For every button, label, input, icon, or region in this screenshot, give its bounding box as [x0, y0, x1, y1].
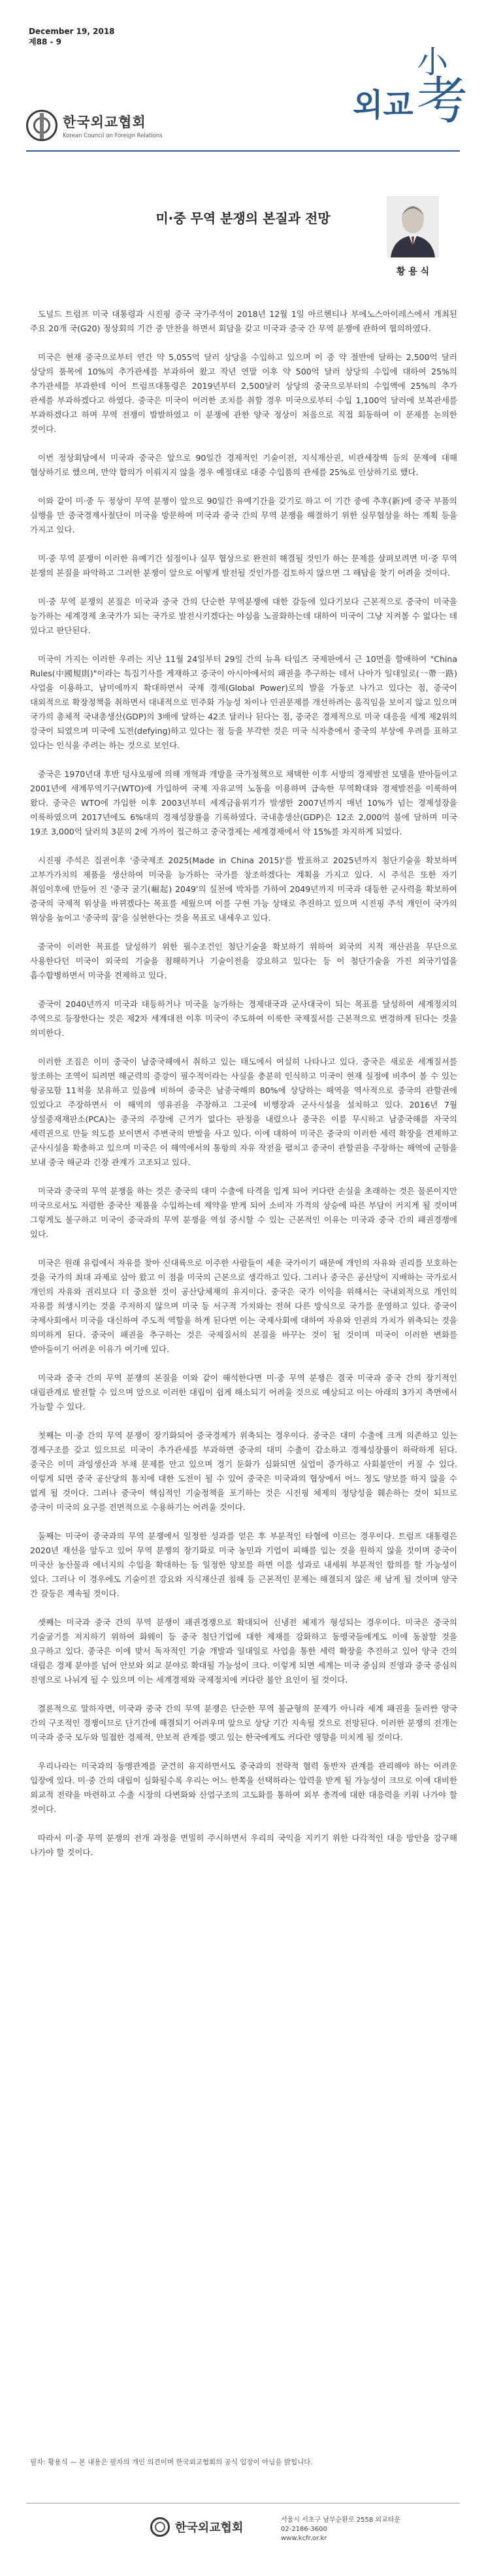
paragraph: 첫째는 미·중 간의 무역 분쟁이 장기화되어 중국경제가 위축되는 경우이다. 중국은 대미 수출에 크게 의존하고 있는 경제구조를 갖고 있으므로 미국이 추가관세를 부과하면 중국의 대미 수출이 감소하고 경제성장률이 하락하게 된다. 중국은 이미 과잉생산과 부채 문제를 안고 있으며 경기 둔화가 심화되면 실업이 증가하고 사회불안이 커질 수 있다. 이렇게 되면 중국 공산당의 통치에 대한 도전이 될 수 있어 중국은 미국과의 협상에서 어느 정도 양보를 하지 않을 수 없게 될 것이다. 그러나 중국이 핵심적인 기술정책을 포기하는 것은 시진핑 체제의 정당성을 훼손하는 것이 되므로 중국이 미국의 요구를 전면적으로 수용하기는 어려울 것이다.	[30, 1430, 457, 1512]
publication-brand	[340, 37, 470, 131]
org-logo-text	[63, 112, 163, 139]
issue-date: December 19, 2018	[29, 27, 115, 36]
issue-meta	[29, 26, 115, 47]
author-name: 황 용 식	[396, 267, 430, 277]
paragraph: 따라서 미·중 무역 분쟁의 전개 과정을 면밀히 주시하면서 우리의 국익을 지키기 위한 다각적인 대응 방안을 강구해 나가야 할 것이다.	[30, 1833, 457, 1857]
paragraph: 중국은 1970년대 후반 덩샤오핑에 의해 개혁과 개방을 국가정책으로 채택한 이후 서방의 경제발전 모델을 받아들이고 2001년에 세계무역기구(WTO)에 가입하여 국제 자유교역 노동을 이용하며 급속한 무역확대와 경제발전을 이룩하여 왔다. 중국은 WTO에 가입한 이후 2003년부터 세계금융위기가 발생한 2007년까지 매년 10%가 넘는 경제성장을 이룩하였으며 2017년에도 6%대의 경제성장률을 기록하였다. 국내총생산(GDP)은 12조 2,000억 불에 달하며 미국 19조 3,000억 달러의 3분의 2에 가까이 접근하고 중국경제는 세계경제에서 약 15%를 차지하게 되었다.	[30, 769, 457, 836]
footnote: 필자: 황용식 — 본 내용은 필자의 개인 의견이며 한국외교협회의 공식 입장이 아님을 밝힙니다.	[30, 2458, 313, 2466]
paragraph: 미·중 무역 분쟁이 이러한 유예기간 설정이나 실무 협상으로 완전히 해결될 것인가 하는 문제를 살펴보려면 미·중 무역 분쟁의 본질을 파악하고 그러한 분쟁이 앞으로 어떻게 발전될 것인가를 검토하지 않으면 그 해답을 찾기 어려울 것이다.	[30, 553, 457, 578]
paragraph: 중국이 이러한 목표를 달성하기 위한 필수조건인 첨단기술을 확보하기 위하여 외국의 지적 재산권을 무단으로 사용한다던 미국이 외국의 기술을 침해하거나 기술이전을 강요하고 있다는 등 이 첨단기술을 가진 외국기업을 흡수합병하면서 미국을 견제하고 있다.	[30, 942, 457, 980]
paragraph: 중국이 2040년까지 미국과 대등하거나 미국을 능가하는 경제대국과 군사대국이 되는 목표를 달성하여 세계정치의 주역으로 등장한다는 것은 제2차 세계대전 이후 미국이 주도하여 이룩한 국제질서를 근본적으로 변경하게 된다는 것을 의미한다.	[30, 999, 457, 1038]
paragraph: 미국과 중국 간의 무역 분쟁의 본질을 이와 같이 해석한다면 미·중 무역 분쟁은 결국 미국과 중국 간의 장기적인 대립관계로 발전할 수 있으며 앞으로 이러한 대립이 쉽게 해소되기 어려울 것으로 예상되고 이는 아래의 3가지 측면에서 가늠할 수 있다.	[30, 1373, 457, 1412]
footer-phone: 02-2186-3600	[281, 2526, 327, 2533]
article-title: 미·중 무역 분쟁의 본질과 전망	[155, 210, 331, 226]
paragraph: 이러한 조짐은 이미 중국이 남중국해에서 취하고 있는 태도에서 여실히 나타나고 있다. 중국은 새로운 세계질서를 창조하는 조역이 되려면 해군력의 증강이 필수적이라는 사실을 충분히 인식하고 미국이 현재 실정에 비추어 볼 수 있는 항공모함 11척을 보유하고 있음에 비하여 중국은 남중국해의 80%에 상당하는 해역을 역사적으로 중국의 관할권에 있었다고 주장하면서 이 해역의 영유권을 주장하고 그곳에 비행장과 군사시설을 설치하고 있다. 2016년 7월 상설중재재판소(PCA)는 중국의 주장에 근거가 없다는 판정을 내렸으나 중국은 이를 무시하고 남중국해를 자국의 세력권으로 만들 의도를 보이면서 주변국의 반발을 사고 있다. 이에 대하여 미국은 중국의 이러한 세력 확장을 견제하고 군사시설을 확충하고 있으며 미국은 이 해역에서의 통항의 자유 작전을 펼치고 중국이 관할권을 주장하는 해역에 군함을 보내 중국 해군과 긴장 관계가 고조되고 있다.	[30, 1057, 457, 1167]
footer-address-line: 서울시 서초구 남부순환로 2558 외교타운	[281, 2517, 401, 2524]
paragraph: 우리나라는 미국과의 동맹관계를 굳건히 유지하면서도 중국과의 전략적 협력 동반자 관계를 관리해야 하는 어려운 입장에 있다. 미·중 간의 대립이 심화될수록 우리는 어느 한쪽을 선택하라는 압력을 받게 될 가능성이 크므로 이에 대비한 외교적 전략을 마련하고 수출 시장의 다변화와 산업구조의 고도화를 통하여 외부 충격에 대한 대응력을 키워 나가야 할 것이다.	[30, 1761, 457, 1814]
org-name-en: Korean Council on Foreign Relations	[63, 133, 163, 139]
footer-org-name: 한국외교협회	[175, 2521, 244, 2535]
org-name-ko: 한국외교협회	[63, 114, 146, 130]
paragraph: 미국이 가지는 이러한 우려는 지난 11월 24일부터 29일 간의 뉴욕 타임즈 국제판에서 근 10면을 할애하여 "China Rules(中國規則)"이라는 특집기사를 게재하고 중국이 아시아에서의 패권을 추구하는 데서 나아가 일대일로(一帶一路)사업을 이용하고, 남미에까지 확대하면서 국제 경제(Global Power)로의 발을 가동코 나가고 있다는 점, 중국이 대외적으로 확장정책을 취하면서 대내적으로 민주화 가능성 차이나 인권문제를 개선하려는 움직임을 보이지 않고 있으며 국가의 총체적 국내총생산(GDP)의 3배에 달하는 42조 달러나 된다는 점, 중국은 경제적으로 미국 대응을 세계 제2위의 강국이 되었으며 미국에 도전(defying)하고 있다는 점 등을 부각한 것은 미국 식자층에서 중국의 부상에 우려를 표하고 있다는 인식을 주려는 하는 것으로 보인다.	[30, 654, 457, 750]
author-portrait-image	[387, 196, 439, 257]
author-portrait	[387, 196, 439, 257]
paragraph: 결론적으로 말하자면, 미국과 중국 간의 무역 분쟁은 단순한 무역 불균형의 문제가 아니라 세계 패권을 둘러싼 양국 간의 구조적인 경쟁이므로 단기간에 해결되기 어려우며 앞으로 상당 기간 지속될 것으로 전망된다. 이러한 분쟁의 전개는 미국과 중국 모두와 밀접한 경제적, 안보적 관계를 맺고 있는 한국에게도 커다란 영향을 미치게 될 것이다.	[30, 1704, 457, 1742]
paragraph: 미국은 원래 유럽에서 자유를 찾아 신대륙으로 이주한 사람들이 세운 국가이기 때문에 개인의 자유와 권리를 보호하는 것을 국가의 최대 과제로 삼아 왔고 이 점을 미국의 근본으로 생각하고 있다. 그러나 중국은 공산당이 지배하는 국가로서 개인의 자유와 권리보다 더 중요한 것이 공산당체제의 유지이다. 중국은 국가 이익을 위해서는 국내외적으로 개인의 자유를 희생시키는 것을 주저하지 않으며 미국 등 서구적 가치와는 전혀 다른 방식으로 국가를 운영하고 있다. 중국이 국제사회에서 미국을 대신하여 주도적 역할을 하게 된다면 이는 국제사회에 대하여 자유와 인권의 가치가 위축되는 것을 의미하게 된다. 중국이 패권을 추구하는 것은 국제질서의 본질을 바꾸는 것이 될 것이며 미국이 이러한 변화를 받아들이기 어려운 이유가 여기에 있다.	[30, 1258, 457, 1354]
footer-logo	[150, 2517, 243, 2537]
paragraph: 미국과 중국의 무역 분쟁을 하는 것은 중국의 대미 수출에 타격을 입게 되어 커다란 손실을 초래하는 것은 물론이지만 미국으로서도 저렴한 중국산 제품을 수입하는데 제약을 받게 되어 소비자 가격의 상승에 따른 부담이 커지게 될 것이며 그렇게도 불구하고 미국이 중국과의 무역 분쟁을 역설 중시할 수 있는 근본적인 이유는 미국과 중국 간의 패권경쟁에 있다.	[30, 1186, 457, 1239]
kcfr-emblem-icon	[26, 110, 57, 141]
paragraph: 셋째는 미국과 중국 간의 무역 분쟁이 패권경쟁으로 확대되어 신냉전 체제가 형성되는 경우이다. 미국은 중국의 기술굴기를 저지하기 위하여 화웨이 등 중국 첨단기업에 대한 제재를 강화하고 동맹국들에게도 이에 동참할 것을 요구하고 있다. 중국은 이에 맞서 독자적인 기술 개발과 일대일로 사업을 통한 세력 확장을 추진하고 있어 양국 간의 대립은 경제 분야를 넘어 안보와 외교 분야로 확대될 가능성이 크다. 이렇게 되면 세계는 미국 중심의 진영과 중국 중심의 진영으로 나뉘게 될 수 있으며 이는 세계경제와 국제정치에 커다란 불안 요인이 될 것이다.	[30, 1617, 457, 1685]
footer-address	[281, 2516, 400, 2543]
article-body	[30, 307, 457, 1874]
paragraph: 이번 정상회담에서 미국과 중국은 앞으로 90일간 경제적인 기술이전, 지식재산권, 비관세장벽 등의 문제에 대해 협상하기로 했으며, 만약 합의가 이뤄지지 않을 경우 예정대로 대중 수입품의 관세를 25%로 인상하기로 했다.	[30, 453, 457, 477]
brand-big-char: 考	[417, 72, 468, 131]
footer-emblem-icon	[150, 2517, 170, 2537]
org-logo	[26, 106, 196, 145]
paragraph: 도널드 트럼프 미국 대통령과 시진핑 중국 국가주석이 2018년 12월 1일 아르헨티나 부에노스아이레스에서 개최된 주요 20개 국(G20) 정상회의 기간 중 만찬을 하면서 회담을 갖고 미국과 중국 간 무역 분쟁에 관하여 협의하였다.	[30, 309, 457, 333]
paragraph: 이와 같이 미·중 두 정상이 무역 분쟁이 앞으로 90일간 유예기간을 갖기로 하고 이 기간 중에 추후(新)에 중국 부품의 실행을 만 중국경제사절단이 미국을 방문하여 미국과 중국 간의 무역 분쟁을 해결하기 위한 실무협상을 하는 계획 등을 가지고 있다.	[30, 496, 457, 535]
footer-website-link[interactable]: www.kcfr.or.kr	[281, 2535, 327, 2542]
paragraph: 시진핑 주석은 집권이후 '중국제조 2025(Made in China 2015)'를 발표하고 2025년까지 첨단기술을 확보하며 고부가가치의 제품을 생산하여 미국을 능가하는 국가를 창조하겠다는 계획을 가지고 있다. 시 주석은 또한 자기 취임이후에 만들어 진 '중국 굴기(崛起) 2049'의 실천에 박차를 가하여 2049년까지 미국과 대등한 군사력을 확보하여 중국의 국제적 위상을 바뀌겠다는 목표를 세웠으며 이를 구현 가능 상태로 추진하고 있으며 시진핑 주석 개인이 국가의 위상을 높이고 '중국의 꿈'을 실현한다는 것을 목표로 내세우고 있다.	[30, 855, 457, 923]
header-divider	[26, 150, 460, 152]
brand-small-char: 小	[417, 44, 449, 80]
paragraph: 둘째는 미국이 중국과의 무역 분쟁에서 일정한 성과를 얻은 후 부분적인 타협에 이르는 경우이다. 트럼프 대통령은 2020년 재선을 앞두고 있어 무역 분쟁의 장기화로 미국 농민과 기업이 피해를 입는 것을 원하지 않을 것이며 중국이 미국산 농산물과 에너지의 수입을 확대하는 등 일정한 양보를 하면 이를 성과로 내세워 부분적인 합의를 할 가능성이 있다. 그러나 이 경우에도 기술이전 강요와 지식재산권 침해 등 근본적인 문제는 해결되지 않은 채 남게 될 것이며 양국 간 갈등은 계속될 것이다.	[30, 1531, 457, 1598]
issue-number: 제88 - 9	[29, 37, 61, 46]
paragraph: 미·중 무역 분쟁의 본질은 미국과 중국 간의 단순한 무역분쟁에 대한 갈등에 있다기보다 근본적으로 중국이 미국을 능가하는 세계경제 초국가가 되는 국가로 발전시키겠다는 야심을 노골화하는데 대하여 미국이 그냥 지켜볼 수 없다는 데 있다고 판단된다.	[30, 597, 457, 635]
paragraph: 미국은 현재 중국으로부터 연간 약 5,055억 달러 상당을 수입하고 있으며 이 중 약 절반에 달하는 2,500억 달러 상당의 품목에 10%의 추가관세를 부과하여 왔고 작년 연말 이후 약 500억 달러 상당의 수입에 대하여 25%의 추가관세를 부과한데 이어 트럼프대통령은 2019년부터 2,500달러 상당의 중국으로부터의 수입액에 25%의 추가 관세를 부과하겠다고 하였다. 중국은 미국이 이러한 조치를 취할 경우 미국으로부터 수입 1,100억 달러에 보복관세를 부과하겠다고 하며 무역 전쟁이 발발하였고 이 분쟁에 관한 양국 정상이 처음으로 직접 회동하여 이 문제를 논의한 것이다.	[30, 352, 457, 434]
brand-main-text: 외교	[353, 87, 413, 124]
